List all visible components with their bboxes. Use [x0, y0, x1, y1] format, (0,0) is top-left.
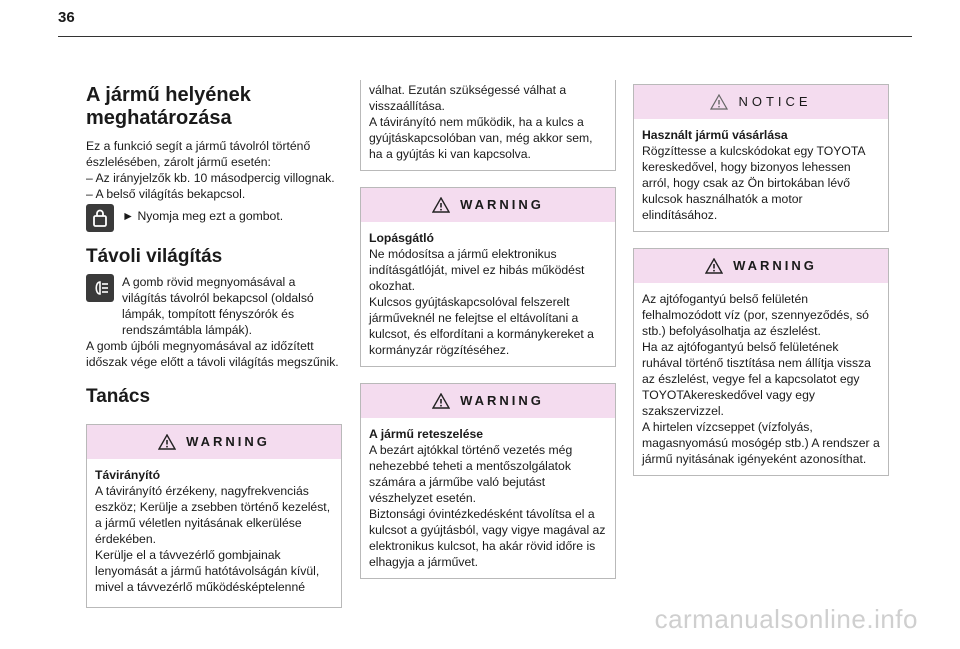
- warning-text-handle-3: A hirtelen vízcseppet (vízfolyás, magasnyomású mosógép stb.) A rendszer a jármű nyitásának igényeként azonosíthat.: [642, 420, 880, 466]
- bullet-interior-light: – A belső világítás bekapcsol.: [86, 187, 246, 201]
- notice-text: Rögzíttesse a kulcskódokat egy TOYOTA kereskedővel, hogy bizonyos lehessen arról, hogy csak az Ön birtokában lévő kulcsok használhatók a motor elindításához.: [642, 144, 865, 222]
- warning-text-handle-2: Ha az ajtófogantyú belső felületének ruhával történő tisztítása nem állítja vissza az észlelést, vegye fel a kapcsolatot egy TOYOTAkereskedővel vagy egy szakszervizzel.: [642, 340, 871, 418]
- warning-triangle-icon: [432, 393, 450, 409]
- warning-title-immobiliser: Lopásgátló: [369, 231, 435, 245]
- warning-title-remote: Távirányító: [95, 468, 161, 482]
- section-title-remote-lighting: Távoli világítás: [86, 246, 223, 267]
- warning-text-locking: A bezárt ajtókkal történő vezetés még nehezebbé teheti a mentőszolgálatok számára a járműbe való bejutást vészhelyzet esetén.: [369, 443, 573, 505]
- warning-box-handle: [633, 248, 889, 476]
- continuation-text-2: A távirányító nem működik, ha a kulcs a gyújtáskapcsolóban van, még akkor sem, ha a gyújtás ki van kapcsolva.: [369, 115, 593, 161]
- warning-text-locking-2: Biztonsági óvintézkedésként távolítsa el a kulcsot a gyújtásból, vagy vigye magával az elektronikus kulcsot, ha akár rövid időre is elhagyja a járművet.: [369, 507, 606, 569]
- column-3: [633, 80, 889, 476]
- notice-title: Használt jármű vásárlása: [642, 128, 788, 142]
- notice-label: NOTICE: [738, 94, 812, 109]
- warning-label: WARNING: [186, 434, 270, 449]
- warning-label: WARNING: [460, 393, 544, 408]
- warning-label: WARNING: [460, 197, 544, 212]
- page-number: 36: [58, 9, 75, 26]
- bullet-indicators: – Az irányjelzők kb. 10 másodpercig villognak.: [86, 171, 335, 185]
- warning-header: [361, 384, 615, 418]
- lock-icon: [86, 204, 114, 232]
- column-1: [86, 80, 342, 608]
- warning-text-remote-2: Kerülje el a távvezérlő gombjainak lenyomását a jármű hatótávolságán kívül, mivel a távvezérlő működésképtelenné: [95, 548, 320, 594]
- warning-text-immobiliser-2: Kulcsos gyújtáskapcsolóval felszerelt járműveknél ne felejtse el eltávolítani a kulcsot, és elfordítani a kormánykereket a kormányzár rögzítéséhez.: [369, 295, 594, 357]
- warning-triangle-icon: [432, 197, 450, 213]
- warning-header: [87, 425, 341, 459]
- warning-box-remote: [86, 424, 342, 608]
- notice-box: [633, 84, 889, 232]
- warning-header: [634, 249, 888, 283]
- notice-triangle-icon: [710, 94, 728, 110]
- intro-text: Ez a funkció segít a jármű távolról történő észlelésében, zárolt jármű esetén:: [86, 139, 311, 169]
- warning-box-continuation: [360, 80, 616, 171]
- section-title-vehicle-location: A jármű helyének meghatározása: [86, 84, 251, 129]
- warning-text-handle: Az ajtófogantyú belső felületén felhalmozódott víz (por, szennyeződés, só stb.) befolyásolhatja az észlelést.: [642, 292, 869, 338]
- warning-box-immobiliser: [360, 187, 616, 367]
- remote-lighting-text-2: A gomb újbóli megnyomásával az időzített időszak vége előtt a távoli világítás megszűnik.: [86, 339, 339, 369]
- section-title-advice: Tanács: [86, 386, 151, 407]
- warning-text-immobiliser: Ne módosítsa a jármű elektronikus indításgátlóját, mivel ez hibás működést okozhat.: [369, 247, 585, 293]
- column-2: [360, 80, 616, 579]
- remote-lighting-text: A gomb rövid megnyomásával a világítás távolról bekapcsol (oldalsó lámpák, tompított fényszórók és rendszámtábla lámpák).: [122, 275, 314, 337]
- warning-triangle-icon: [705, 258, 723, 274]
- header-divider: [58, 36, 912, 37]
- press-button-instruction: ► Nyomja meg ezt a gombot.: [122, 209, 284, 223]
- warning-label: WARNING: [733, 258, 817, 273]
- warning-text-remote: A távirányító érzékeny, nagyfrekvenciás eszköz; Kerülje a zsebben történő kezelést, a jármű véletlen nyitásának elkerülése érdekében.: [95, 484, 331, 546]
- continuation-text: válhat. Ezután szükségessé válhat a visszaállítása.: [369, 83, 567, 113]
- warning-title-locking: A jármű reteszelése: [369, 427, 484, 441]
- headlight-icon: [86, 274, 114, 302]
- warning-triangle-icon: [158, 434, 176, 450]
- watermark: carmanualsonline.info: [654, 604, 918, 634]
- warning-header: [361, 188, 615, 222]
- notice-header: [634, 85, 888, 119]
- warning-box-locking: [360, 383, 616, 579]
